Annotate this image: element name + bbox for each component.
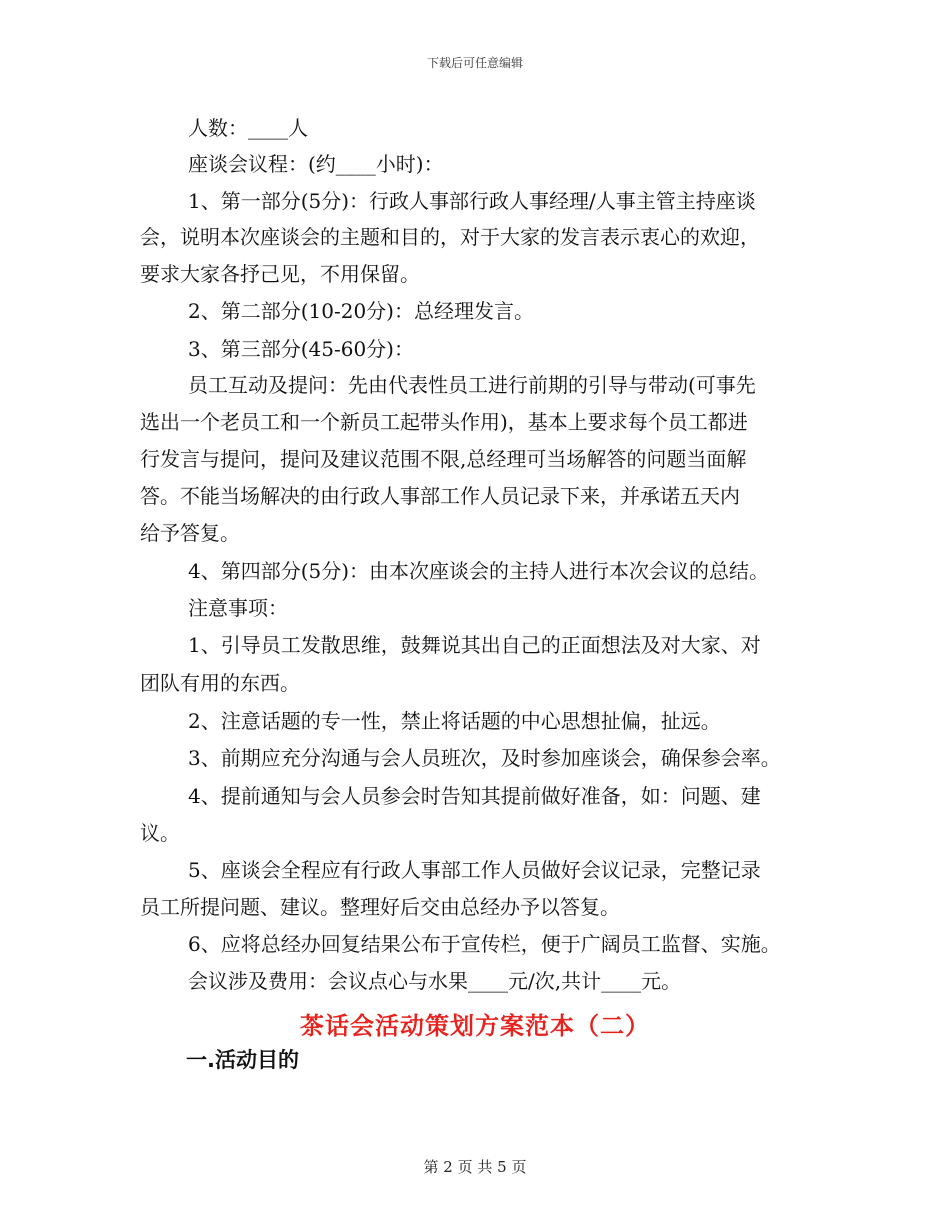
- line-part3-b: 选出一个老员工和一个新员工起带头作用)，基本上要求每个员工都进: [140, 410, 748, 434]
- line-note4-b: 议。: [140, 821, 180, 845]
- line-note6: 6、应将总经办回复结果公布于宣传栏，便于广阔员工监督、实施。: [188, 932, 781, 956]
- page-footer: 第 2 页 共 5 页: [423, 1158, 527, 1176]
- line-part3-e: 给予答复。: [140, 521, 240, 545]
- line-note4-a: 4、提前通知与会人员参会时告知其提前做好准备，如：问题、建: [188, 784, 761, 808]
- line-headcount: 人数：____人: [188, 116, 308, 140]
- line-costs: 会议涉及费用：会议点心与水果____元/次,共计____元。: [188, 969, 682, 993]
- line-note2: 2、注意话题的专一性，禁止将话题的中心思想扯偏，扯远。: [188, 709, 721, 733]
- line-part3-d: 答。不能当场解决的由行政人事部工作人员记录下来，并承诺五天内: [140, 484, 740, 508]
- sub-heading: 一.活动目的: [186, 1048, 299, 1072]
- line-part1-a: 1、第一部分(5分)：行政人事部行政人事经理/人事主管主持座谈: [188, 189, 756, 213]
- line-part1-c: 要求大家各抒己见，不用保留。: [140, 262, 420, 286]
- line-part2: 2、第二部分(10-20分)：总经理发言。: [188, 299, 534, 323]
- line-notes-heading: 注意事项：: [188, 596, 288, 620]
- line-part1-b: 会，说明本次座谈会的主题和目的，对于大家的发言表示衷心的欢迎，: [140, 225, 760, 249]
- line-part4: 4、第四部分(5分)：由本次座谈会的主持人进行本次会议的总结。: [188, 559, 770, 583]
- line-part3-a: 员工互动及提问：先由代表性员工进行前期的引导与带动(可事先: [188, 373, 756, 397]
- line-part3: 3、第三部分(45-60分)：: [188, 337, 414, 361]
- line-agenda: 座谈会议程：(约____小时)：: [188, 152, 444, 176]
- page-header: 下载后可任意编辑: [426, 56, 523, 70]
- section-title: 茶话会活动策划方案范本（二）: [300, 1011, 650, 1040]
- line-note1-b: 团队有用的东西。: [140, 671, 300, 695]
- line-note1-a: 1、引导员工发散思维，鼓舞说其出自己的正面想法及对大家、对: [188, 633, 761, 657]
- line-note5-a: 5、座谈会全程应有行政人事部工作人员做好会议记录，完整记录: [188, 858, 761, 882]
- line-part3-c: 行发言与提问，提问及建议范围不限,总经理可当场解答的问题当面解: [140, 447, 747, 471]
- line-note3: 3、前期应充分沟通与会人员班次，及时参加座谈会，确保参会率。: [188, 746, 781, 770]
- line-note5-b: 员工所提问题、建议。整理好后交由总经办予以答复。: [140, 895, 620, 919]
